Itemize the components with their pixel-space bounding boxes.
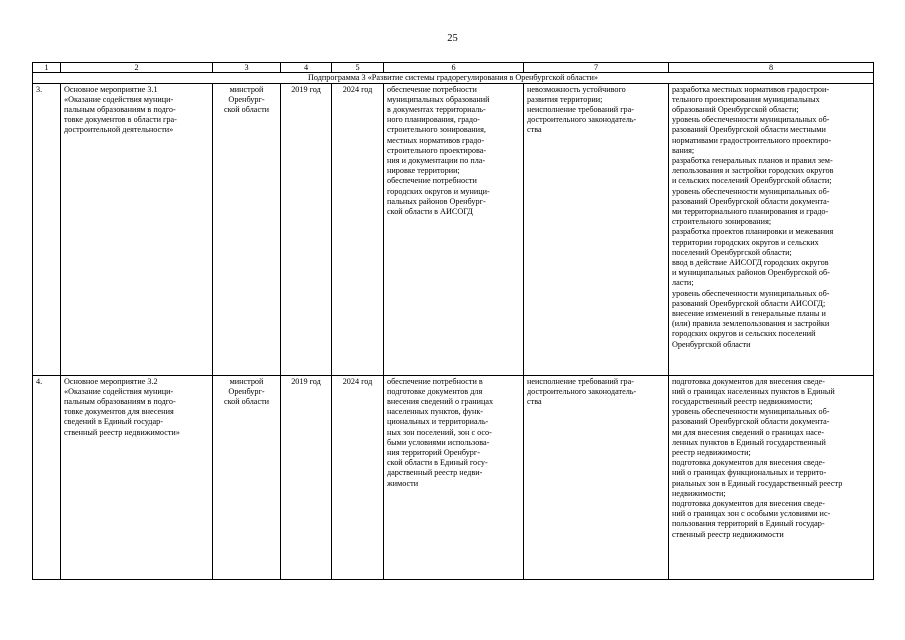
text-line: Оренбург- [228, 94, 265, 104]
text-line: ской области [223, 396, 270, 406]
text-line: подготовка документов для внесения сведе- [672, 498, 825, 508]
text-line: Оренбургской области [672, 339, 751, 349]
row-number: 3. [33, 83, 61, 375]
text-line: Оренбург- [228, 386, 265, 396]
text-line: ской области в АИСОГД [387, 206, 473, 216]
related-indicators [669, 375, 874, 579]
text-line: товке документов для внесения [64, 407, 174, 417]
text-line: нировке территории; [387, 166, 460, 176]
text-line: ласти; [672, 278, 694, 288]
related-indicators [669, 83, 874, 375]
text-line: разований Оренбургской области АИСОГД; [672, 298, 826, 308]
text-line: риальных зон в Единый государственный реестр [672, 478, 843, 488]
text-line: «Оказание содействия муници- [64, 386, 174, 396]
text-line: циональных и территориаль- [387, 417, 489, 427]
text-line: разований Оренбургской области документа- [672, 196, 830, 206]
text-line: внесения сведений о границах [387, 396, 494, 406]
text-line: разработка местных нормативов градострои- [672, 84, 830, 94]
text-line: сведений в Единый государ- [64, 417, 163, 427]
expected-result [384, 375, 524, 579]
text-line: подготовка документов для внесения сведе- [672, 376, 825, 386]
text-line: пальных районов Оренбург- [387, 196, 486, 206]
text-line: минстрой [229, 376, 264, 386]
expected-result [384, 83, 524, 375]
text-line: дарственный реестр недви- [387, 468, 483, 478]
text-line: ственный реестр недвижимости» [64, 427, 180, 437]
text-line: государственный реестр недвижимости; [672, 396, 813, 406]
text-line: ми для внесения сведений о границах насе- [672, 427, 824, 437]
text-line: территории городских округов и сельских [672, 237, 819, 247]
text-line: населенных пунктов, функ- [387, 407, 484, 417]
text-line: уровень обеспеченности муниципальных об- [672, 115, 830, 125]
text-line: и муниципальных районов Оренбургской об- [672, 268, 830, 278]
text-line: ми территориального планирования и градо- [672, 206, 829, 216]
text-line: ний о границах зон с особыми условиями ис- [672, 509, 831, 519]
text-line: ния территорий Оренбург- [387, 447, 480, 457]
text-line: нормативами градостроительного проектиро- [672, 135, 832, 145]
text-line: внесение изменений в генеральные планы и [672, 308, 826, 318]
text-line: неисполнение требований гра- [527, 376, 635, 386]
end-year: 2024 год [332, 375, 384, 579]
column-number: 7 [524, 63, 669, 73]
start-year: 2019 год [281, 83, 332, 375]
text-line: развития территории; [527, 94, 603, 104]
text-line: уровень обеспеченности муниципальных об- [672, 407, 830, 417]
text-line: ской области в Единый госу- [387, 458, 488, 468]
column-number: 4 [281, 63, 332, 73]
text-line: строительного проектирова- [387, 145, 487, 155]
text-line: и сельских поселений Оренбургской области; [672, 176, 832, 186]
text-line: ства [527, 396, 542, 406]
text-line: подготовке документов для [387, 386, 483, 396]
row-number: 4. [33, 375, 61, 579]
text-line: ввод в действие АИСОГД городских округов [672, 257, 829, 267]
start-year: 2019 год [281, 375, 332, 579]
text-line: ства [527, 125, 542, 135]
text-line: товке документов в области гра- [64, 115, 177, 125]
text-line: ственный реестр недвижимости [672, 529, 784, 539]
text-line: пальным образованиям в подго- [64, 104, 176, 114]
text-line: лепользования и застройки городских округов [672, 166, 834, 176]
column-number: 2 [61, 63, 213, 73]
text-line: Основное мероприятие 3.2 [64, 376, 158, 386]
text-line: разований Оренбургской области документа- [672, 417, 830, 427]
measure-name [61, 83, 213, 375]
text-line: образований Оренбургской области; [672, 104, 799, 114]
column-number: 3 [213, 63, 281, 73]
text-line: ской области [223, 104, 270, 114]
text-line: разработка проектов планировки и межевания [672, 227, 834, 237]
text-line: уровень обеспеченности муниципальных об- [672, 288, 830, 298]
text-line: ний о границах населенных пунктов в Единый [672, 386, 835, 396]
text-line: невозможность устойчивого [527, 84, 626, 94]
text-line: достроительной деятельности» [64, 125, 174, 135]
text-line: городских округов и муници- [387, 186, 490, 196]
text-line: быми условиями использова- [387, 437, 490, 447]
text-line: местных нормативов градо- [387, 135, 485, 145]
text-line: «Оказание содействия муници- [64, 94, 174, 104]
text-line: уровень обеспеченности муниципальных об- [672, 186, 830, 196]
table-row [33, 83, 874, 375]
subprogram-row [33, 73, 874, 84]
non-implementation-consequence [524, 375, 669, 579]
text-line: вания; [672, 145, 695, 155]
text-line: реестр недвижимости; [672, 447, 751, 457]
text-line: строительного зонирования, [387, 125, 486, 135]
text-line: минстрой [229, 84, 264, 94]
text-line: строительного зонирования; [672, 217, 772, 227]
executor [213, 83, 281, 375]
end-year: 2024 год [332, 83, 384, 375]
text-line: тельного проектирования муниципальных [672, 94, 820, 104]
text-line: подготовка документов для внесения сведе- [672, 458, 825, 468]
column-number: 1 [33, 63, 61, 73]
text-line: достроительного законодатель- [527, 386, 637, 396]
text-line: городских округов и сельских поселений [672, 329, 816, 339]
text-line: Основное мероприятие 3.1 [64, 84, 158, 94]
text-line: достроительного законодатель- [527, 115, 637, 125]
column-number: 5 [332, 63, 384, 73]
text-line: неисполнение требований гра- [527, 104, 635, 114]
executor [213, 375, 281, 579]
text-line: недвижимости; [672, 488, 726, 498]
text-line: разований Оренбургской области местными [672, 125, 826, 135]
text-line: обеспечение потребности [387, 84, 477, 94]
text-line: разработка генеральных планов и правил зем- [672, 155, 833, 165]
column-number: 8 [669, 63, 874, 73]
text-line: в документах территориаль- [387, 104, 486, 114]
text-line: (или) правила землепользования и застройки [672, 319, 830, 329]
text-line: поселений Оренбургской области; [672, 247, 792, 257]
measure-name [61, 375, 213, 579]
text-line: ний о границах функциональных и террито- [672, 468, 827, 478]
subprogram-title: Подпрограмма 3 «Развитие системы градорегулирования в Оренбургской области» [33, 73, 874, 84]
page-number: 25 [447, 33, 458, 44]
text-line: ного планирования, градо- [387, 115, 480, 125]
column-number: 6 [384, 63, 524, 73]
text-line: пользования территорий в Единый государ- [672, 519, 825, 529]
text-line: ленных пунктов в Единый государственный [672, 437, 826, 447]
text-line: ния и документации по пла- [387, 155, 486, 165]
text-line: жимости [387, 478, 419, 488]
measures-table [32, 62, 874, 580]
non-implementation-consequence [524, 83, 669, 375]
text-line: ных зон поселений, зон с осо- [387, 427, 492, 437]
column-number-row [33, 63, 874, 73]
text-line: пальным образованиям в подго- [64, 396, 176, 406]
table-row [33, 375, 874, 579]
text-line: обеспечение потребности в [387, 376, 483, 386]
text-line: обеспечение потребности [387, 176, 477, 186]
text-line: муниципальных образований [387, 94, 490, 104]
